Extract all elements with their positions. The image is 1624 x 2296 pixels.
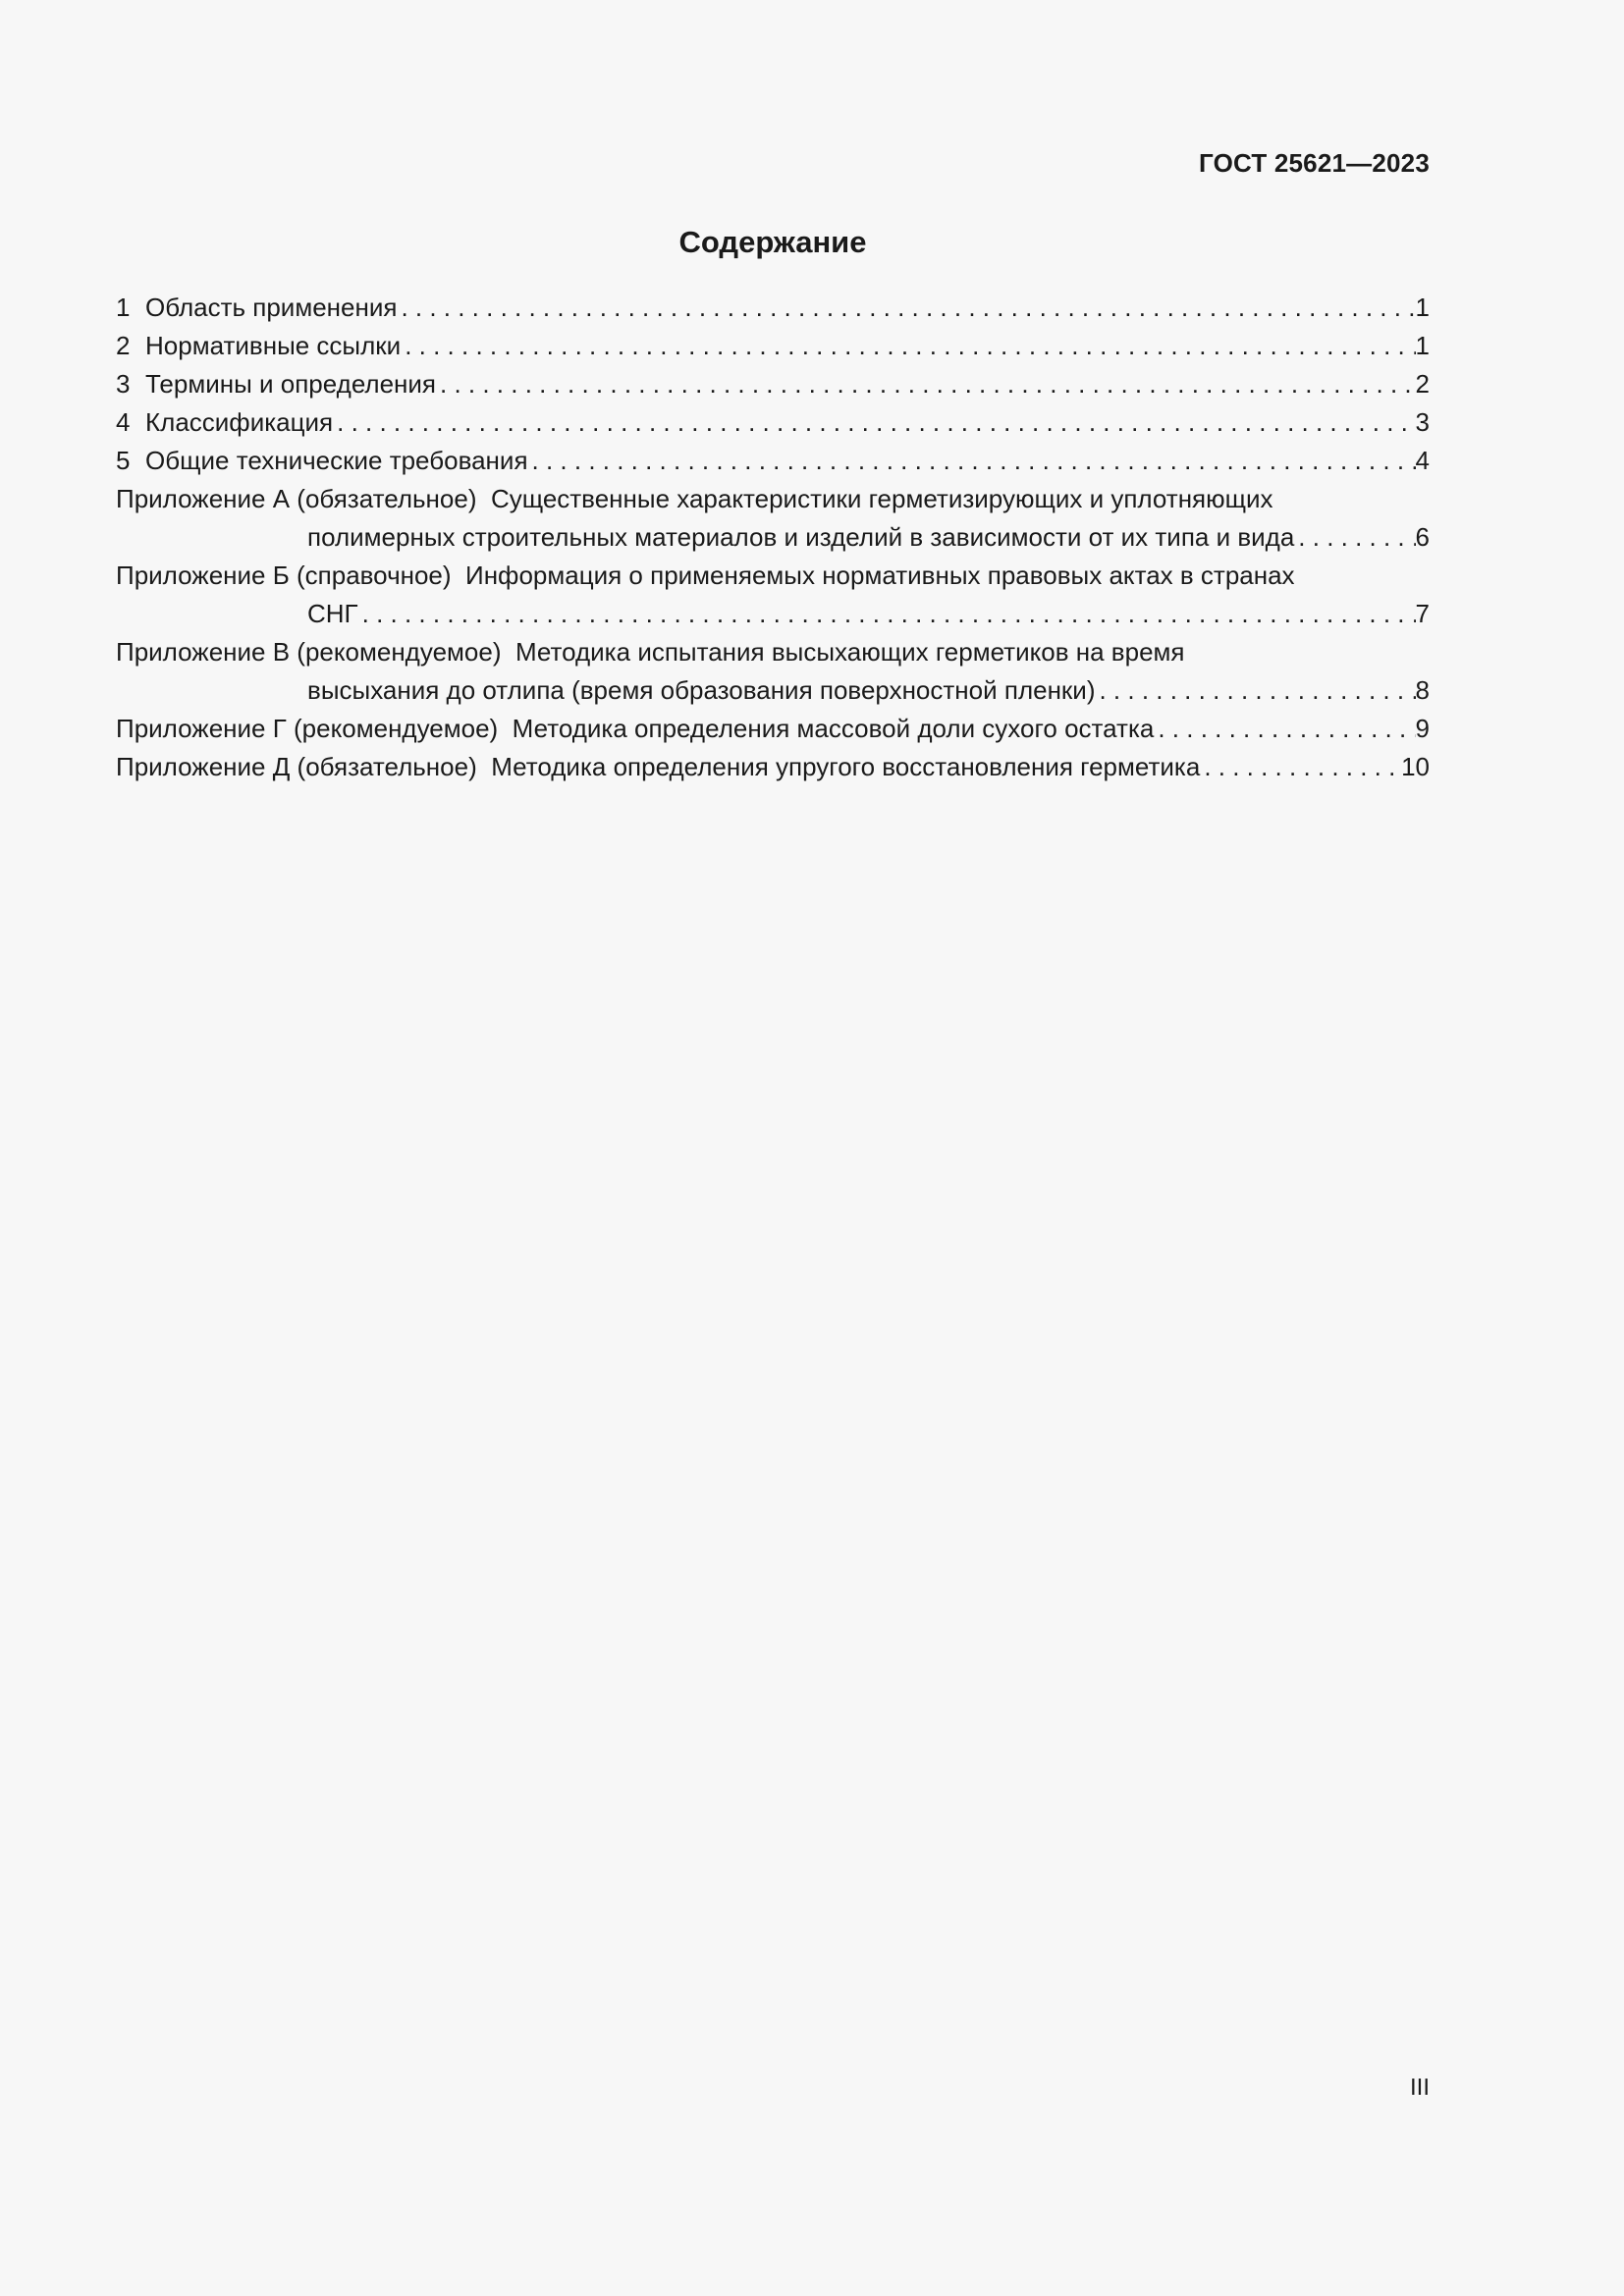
appendix-title-line2: СНГ (307, 599, 358, 628)
dot-leader (528, 442, 1416, 480)
dot-leader (401, 327, 1415, 365)
appendix-page: 7 (1415, 599, 1430, 628)
toc-entry[interactable] (116, 365, 1430, 403)
appendix-label: Приложение Б (справочное) (116, 561, 452, 590)
toc-entry-title: Термины и определения (145, 369, 437, 399)
appendix-title-line1: Методика испытания высыхающих герметиков на время (514, 637, 1185, 667)
appendix-title-line1: Методика определения упругого восстановления герметика (491, 752, 1201, 781)
toc-entry-number: 3 (116, 369, 131, 399)
toc-entry-title: Классификация (145, 407, 334, 437)
toc-entry[interactable] (116, 289, 1430, 327)
dot-leader (1154, 710, 1415, 748)
toc-appendix-b[interactable] (116, 557, 1430, 633)
dot-leader (397, 289, 1415, 327)
dot-leader (358, 595, 1416, 633)
dot-leader (1200, 748, 1401, 786)
toc-entry-title: Область применения (145, 293, 398, 322)
toc-appendix-a[interactable] (116, 480, 1430, 557)
toc-entry-number: 1 (116, 293, 131, 322)
appendix-title-line2: полимерных строительных материалов и изделий в зависимости от их типа и вида (307, 522, 1295, 552)
appendix-title-line2: высыхания до отлипа (время образования поверхностной пленки) (307, 675, 1096, 705)
appendix-page: 10 (1401, 752, 1430, 781)
dot-leader (1095, 671, 1415, 710)
appendix-label: Приложение А (обязательное) (116, 484, 477, 513)
appendix-page: 6 (1415, 522, 1430, 552)
appendix-label: Приложение Г (рекомендуемое) (116, 714, 499, 743)
toc-entry-number: 4 (116, 407, 131, 437)
dot-leader (436, 365, 1416, 403)
toc-title: Содержание (678, 225, 867, 259)
toc-entry-page: 4 (1415, 446, 1430, 475)
toc-entry-number: 2 (116, 331, 131, 360)
appendix-title-line1: Существенные характеристики герметизирующих и уплотняющих (490, 484, 1273, 513)
table-of-contents (116, 289, 1430, 786)
toc-entry-page: 3 (1415, 407, 1430, 437)
toc-entry-page: 2 (1415, 369, 1430, 399)
toc-entry[interactable] (116, 442, 1430, 480)
toc-appendix-d[interactable] (116, 748, 1430, 786)
toc-entry[interactable] (116, 327, 1430, 365)
toc-entry-title: Нормативные ссылки (145, 331, 402, 360)
dot-leader (333, 403, 1415, 442)
document-code: ГОСТ 25621—2023 (1199, 148, 1430, 178)
appendix-title-line1: Информация о применяемых нормативных правовых актах в странах (465, 561, 1295, 590)
toc-entry-title: Общие технические требования (145, 446, 528, 475)
toc-entry-number: 5 (116, 446, 131, 475)
appendix-label: Приложение Д (обязательное) (116, 752, 477, 781)
toc-appendix-g[interactable] (116, 710, 1430, 748)
appendix-label: Приложение В (рекомендуемое) (116, 637, 502, 667)
page-number: III (1409, 2074, 1430, 2101)
appendix-page: 8 (1415, 675, 1430, 705)
toc-entry-page: 1 (1415, 293, 1430, 322)
dot-leader (1294, 518, 1415, 557)
appendix-page: 9 (1415, 714, 1430, 743)
toc-appendix-v[interactable] (116, 633, 1430, 710)
toc-entry[interactable] (116, 403, 1430, 442)
toc-entry-page: 1 (1415, 331, 1430, 360)
appendix-title-line1: Методика определения массовой доли сухого остатка (512, 714, 1155, 743)
